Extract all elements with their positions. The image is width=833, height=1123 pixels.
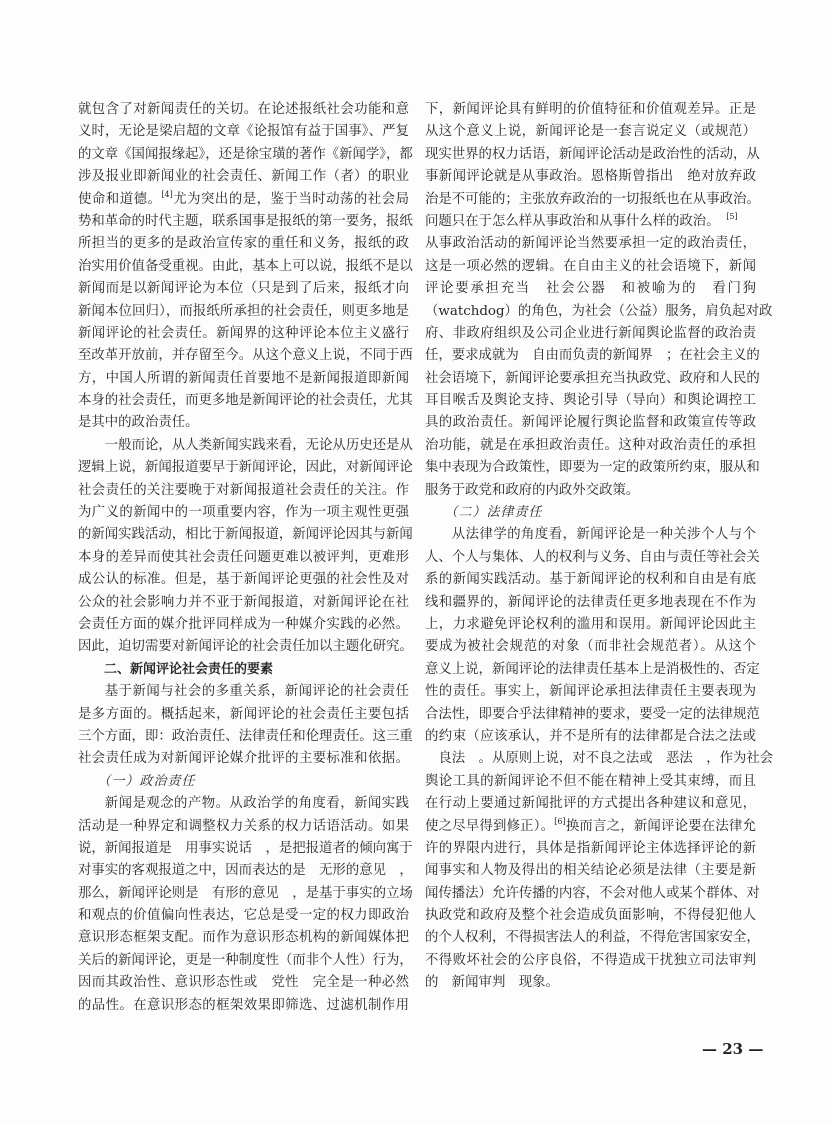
- text-line: 的 新闻审判 现象。: [425, 975, 559, 991]
- text-line: 人、个人与集体、人的权利与义务、自由与责任等社会关: [425, 549, 760, 565]
- text-line: 上，力求避免评论权利的滥用和误用。新闻评论因此主: [425, 616, 756, 632]
- text-line: 因而其政治性、意识形态性或 党性 完全是一种必然: [78, 975, 409, 991]
- text-line: 府、非政府组织及公司企业进行新闻舆论监督的政治责: [425, 325, 756, 341]
- left-column: [78, 99, 413, 1017]
- text-line: 三个方面，即：政治责任、法律责任和伦理责任。这三重: [78, 728, 413, 744]
- text-line: 公众的社会影响力并不亚于新闻报道，对新闻评论在社: [78, 594, 409, 610]
- text-line: [78, 189, 409, 211]
- right-column: [425, 99, 774, 995]
- text-line: 性的责任。事实上，新闻评论承担法律责任主要表现为: [425, 684, 756, 700]
- page-number: — 23 —: [702, 1040, 764, 1058]
- text-line: 舆论工具的新闻评论不但不能在精神上受其束缚，而且: [425, 773, 756, 789]
- text-line: 涉及报业即新闻业的社会责任、新闻工作（者）的职业: [78, 169, 409, 185]
- text-line: 意识形态框架支配。而作为意识形态机构的新闻媒体把: [78, 930, 409, 946]
- text-line: 服务于政党和政府的内政外交政策。: [425, 482, 640, 498]
- text-line: 这是一项必然的逻辑。在自由主义的社会语境下，新闻: [425, 258, 756, 274]
- text-line: 新闻是观念的产物。从政治学的角度看，新闻实践: [104, 796, 409, 812]
- text-segment: 使命和道德。: [78, 191, 162, 207]
- text-line: 合法性，即要合乎法律精神的要求，要受一定的法律规范: [425, 706, 760, 722]
- text-line: 社会责任成为对新闻评论媒介批评的主要标准和依据。: [78, 751, 409, 767]
- text-line: 从法律学的角度看，新闻评论是一种关涉个人与个: [451, 527, 756, 543]
- text-line: 的个人权利，不得损害法人的利益，不得危害国家安全，: [425, 930, 760, 946]
- text-line: 的约束（应该承认，并不是所有的法律都是合法之法或: [425, 728, 756, 744]
- text-line: 和观点的价值偏向性表达，它总是受一定的权力即政治: [78, 908, 409, 924]
- text-line: 的新闻实践活动，相比于新闻报道，新闻评论因其与新闻: [78, 527, 413, 543]
- text-line: 现实世界的权力话语，新闻评论活动是政治性的活动，从: [425, 146, 760, 162]
- text-line: 具的政治责任。新闻评论履行舆论监督和政策宣传等政: [425, 415, 756, 431]
- subsection-heading: （二）法律责任: [444, 505, 543, 521]
- text-line: 闻事实和人物及得出的相关结论必须是法律（主要是新: [425, 863, 756, 879]
- text-line: 耳目喉舌及舆论支持、舆论引导（导向）和舆论调控工: [425, 393, 756, 409]
- text-line: 基于新闻与社会的多重关系，新闻评论的社会责任: [104, 684, 409, 700]
- text-line: 新闻评论的社会责任。新闻界的这种评论本位主义盛行: [78, 325, 409, 341]
- text-line: 新闻而是以新闻评论为本位（只是到了后来，报纸才向: [78, 281, 409, 297]
- section-heading: 二、新闻评论社会责任的要素: [104, 661, 274, 677]
- text-line: 集中表现为合政策性，即要为一定的政策所约束，服从和: [425, 460, 760, 476]
- text-line: 在行动上要通过新闻批评的方式提出各种建议和意见，: [425, 796, 756, 812]
- text-line: 的品性。在意识形态的框架效果即筛选、过滤机制作用: [78, 997, 409, 1013]
- text-line: 那么，新闻评论则是 有形的意见 ，是基于事实的立场: [78, 885, 413, 901]
- text-line: 关后的新闻评论，更是一种制度性（而非个人性）行为，: [78, 952, 413, 968]
- text-line: 意义上说，新闻评论的法律责任基本上是消极性的、否定: [425, 661, 760, 677]
- text-line: 就包含了对新闻责任的关切。在论述报纸社会功能和意: [78, 102, 409, 117]
- text-line: 会责任方面的媒介批评同样成为一种媒介实践的必然。: [78, 616, 409, 632]
- text-segment: 尤为突出的是，鉴于当时动荡的社会局: [172, 191, 410, 207]
- text-line: 为广义的新闻中的一项重要内容，作为一项主观性更强: [78, 505, 409, 521]
- text-segment: 换而言之，新闻评论要在法律允: [565, 818, 756, 834]
- text-line: 逻辑上说，新闻报道要早于新闻评论，因此，对新闻评论: [78, 460, 413, 476]
- text-line: 治实用价值备受重视。由此，基本上可以说，报纸不是以: [78, 258, 413, 274]
- text-line: 事新闻评论就是从事政治。恩格斯曾指出 绝对放弃政: [425, 169, 756, 185]
- text-line: [425, 816, 756, 838]
- text-line: 义时，无论是梁启超的文章《论报馆有益于国事》、严复: [78, 124, 409, 140]
- text-line: 方，中国人所谓的新闻责任首要地不是新闻报道即新闻: [78, 370, 409, 386]
- text-line: 一般而论，从人类新闻实践来看，无论从历史还是从: [104, 437, 413, 453]
- text-line: 说，新闻报道是 用事实说话 ，是把报道者的倾向寓于: [78, 840, 413, 856]
- text-line: 许的界限内进行，具体是指新闻评论主体选择评论的新: [425, 840, 756, 856]
- text-segment: 使之尽早得到修正）。: [425, 818, 555, 834]
- text-line: 的文章《国闻报缘起》，还是徐宝璜的著作《新闻学》，都: [78, 146, 413, 162]
- text-line: 所担当的更多的是政治宣传家的重任和义务，报纸的政: [78, 236, 409, 252]
- text-line: 活动是一种界定和调整权力关系的权力话语活动。如果: [78, 818, 409, 834]
- text-line: 执政党和政府及整个社会造成负面影响，不得侵犯他人: [425, 908, 756, 924]
- text-line: 至改革开放前，并存留至今。从这个意义上说，不同于西: [78, 348, 413, 364]
- text-line: 本身的社会责任，而更多地是新闻评论的社会责任，尤其: [78, 393, 413, 409]
- text-line: 因此，迫切需要对新闻评论的社会责任加以主题化研究。: [78, 639, 413, 655]
- text-line: 系的新闻实践活动。基于新闻评论的权利和自由是有底: [425, 572, 756, 588]
- text-line: 对事实的客观报道之中，因而表达的是 无形的意见 ，: [78, 863, 413, 879]
- text-line: 成公认的标准。但是，基于新闻评论更强的社会性及对: [78, 572, 409, 588]
- text-line: 本身的差异而使其社会责任问题更难以被评判，更难形: [78, 549, 409, 565]
- text-line: 闻传播法）允许传播的内容，不会对他人或某个群体、对: [425, 885, 760, 901]
- footnote-reference: [4]: [161, 189, 173, 199]
- text-line: 势和革命的时代主题，联系国事是报纸的第一要务，报纸: [78, 213, 413, 229]
- text-line: 评论要承担充当 社会公器 和被喻为的 看门狗: [425, 281, 756, 297]
- text-line: 治功能，就是在承担政治责任。这种对政治责任的承担: [425, 437, 756, 453]
- text-segment: 问题只在于怎么样从事政治和从事什么样的政治。: [425, 213, 727, 229]
- text-line: 是其中的政治责任。: [78, 415, 199, 431]
- text-line: 社会责任的关注要晚于对新闻报道社会责任的关注。作: [78, 482, 409, 498]
- text-line: 不得败坏社会的公序良俗，不得造成干扰独立司法审判: [425, 952, 756, 968]
- text-line: 治是不可能的；主张放弃政治的一切报纸也在从事政治。: [425, 191, 760, 207]
- subsection-heading: （一）政治责任: [97, 773, 196, 789]
- text-line: （watchdog）的角色，为社会（公益）服务，肩负起对政: [425, 303, 773, 319]
- footnote-reference: [5]: [726, 211, 738, 221]
- text-line: 要成为被社会规范的对象（而非社会规范者）。从这个: [425, 639, 756, 655]
- text-line: 下，新闻评论具有鲜明的价值特征和价值观差异。正是: [425, 102, 756, 117]
- text-line: 是多方面的。概括起来，新闻评论的社会责任主要包括: [78, 706, 409, 722]
- text-line: 新闻本位回归），而报纸所承担的社会责任，则更多地是: [78, 303, 409, 319]
- text-line: 从事政治活动的新闻评论当然要承担一定的政治责任，: [425, 236, 756, 252]
- footnote-reference: [6]: [554, 816, 566, 826]
- text-line: 从这个意义上说，新闻评论是一套言说定义（或规范）: [425, 124, 756, 140]
- text-line: [425, 211, 756, 233]
- text-line: 任，要求成就为 自由而负责的新闻界 ；在社会主义的: [425, 348, 760, 364]
- text-line: 良法 。从原则上说，对不良之法或 恶法 ，作为社会: [425, 751, 774, 767]
- text-line: 社会语境下，新闻评论要承担充当执政党、政府和人民的: [425, 370, 760, 386]
- text-line: 线和疆界的，新闻评论的法律责任更多地表现在不作为: [425, 594, 756, 610]
